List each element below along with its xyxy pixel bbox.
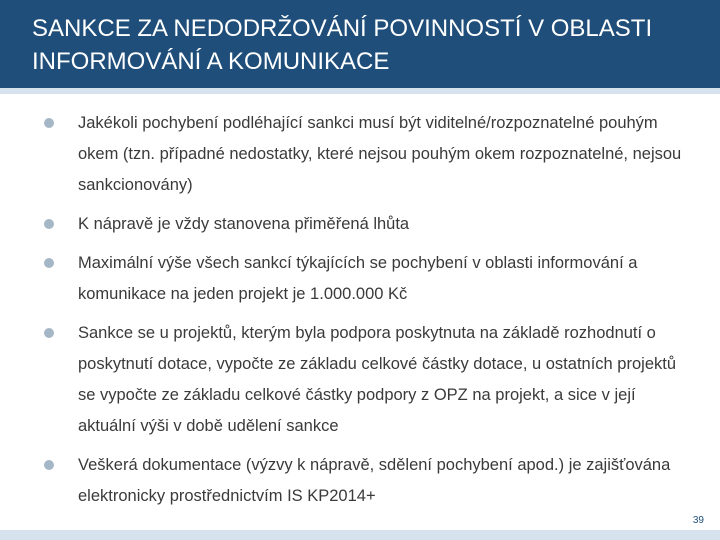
page-number: 39 [692, 515, 704, 526]
bullet-dot-icon [44, 460, 54, 470]
bullet-dot-icon [44, 258, 54, 268]
bullet-dot-icon [44, 328, 54, 338]
bullet-text: Sankce se u projektů, kterým byla podpora poskytnuta na základě rozhodnutí o poskytnutí dotace, vypočte ze základu celkové částky dotace, u ostatních projektů se vypočte ze základu celkové částky podpory z OPZ na projekt, a sice v její aktuální výši v době udělení sankce [78, 324, 677, 435]
bullet-item [44, 248, 684, 310]
bullet-item [44, 450, 684, 512]
bullet-text: Veškerá dokumentace (výzvy k nápravě, sdělení pochybení apod.) je zajišťována elektronicky prostřednictvím IS KP2014+ [78, 456, 671, 505]
bullet-dot-icon [44, 118, 54, 128]
footer-bar [0, 530, 720, 540]
bullet-list [44, 108, 684, 520]
header-divider [0, 88, 720, 94]
slide-header [0, 0, 720, 88]
bullet-dot-icon [44, 219, 54, 229]
bullet-text: Maximální výše všech sankcí týkajících se pochybení v oblasti informování a komunikace na jeden projekt je 1.000.000 Kč [78, 254, 638, 303]
bullet-text: Jakékoli pochybení podléhající sankci musí být viditelné/rozpoznatelné pouhým okem (tzn. případné nedostatky, které nejsou pouhým okem rozpoznatelné, nejsou sankcionovány) [78, 114, 682, 194]
bullet-text: K nápravě je vždy stanovena přiměřená lhůta [78, 215, 410, 233]
bullet-item [44, 108, 684, 201]
slide-title: SANKCE ZA NEDODRŽOVÁNÍ POVINNOSTÍ V OBLASTI INFORMOVÁNÍ A KOMUNIKACE [32, 15, 653, 75]
bullet-item [44, 318, 684, 442]
bullet-item [44, 209, 684, 240]
